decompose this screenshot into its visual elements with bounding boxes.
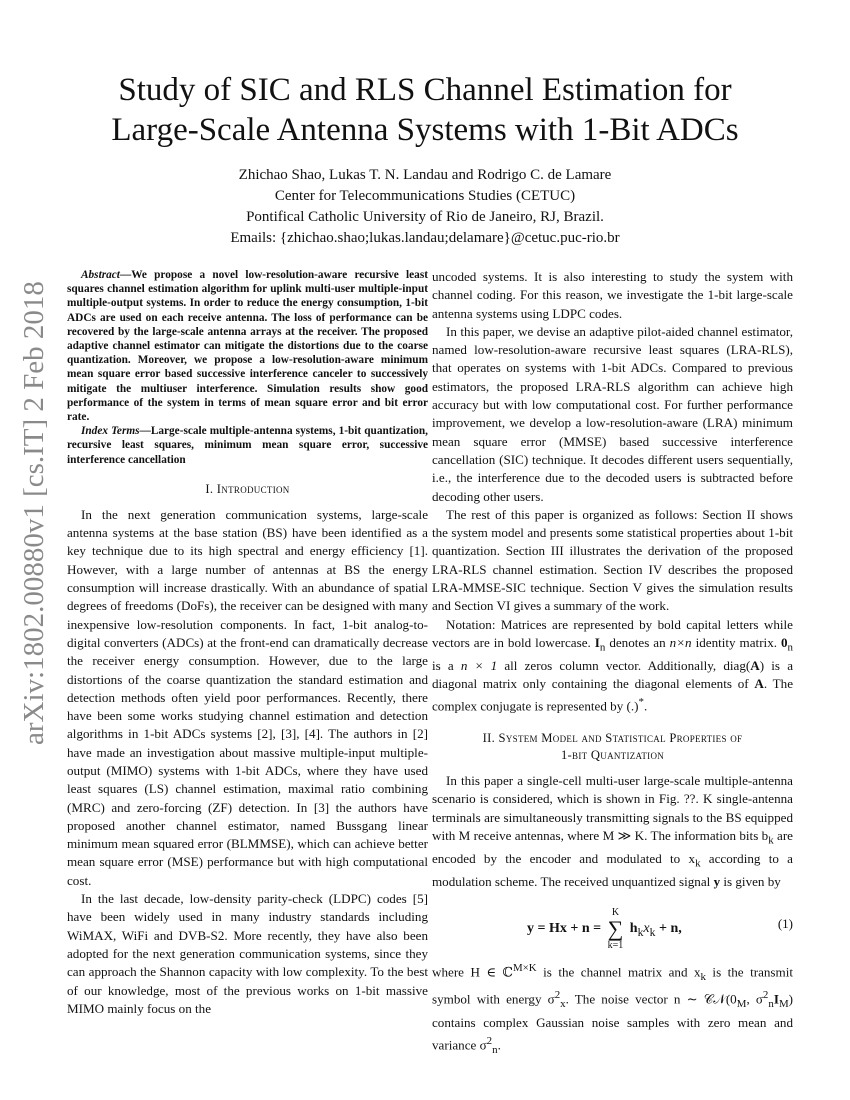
intro-paragraph-2: In the last decade, low-density parity-check (LDPC) codes [5] have been widely used in many industry standards including WiMAX, WiFi and DVB-S2. More recently, they have also been adopted for the next generation communication systems, since they can approach the Shannon capacity with low complexity. To the best of our knowledge, most of the previous works on 1-bit massive MIMO mainly focus on the (67, 891, 428, 1016)
eq-sub-k-1: k (637, 926, 644, 940)
np-sup-mk: M×K (512, 962, 537, 975)
right-paragraph-3: The rest of this paper is organized as follows: Section II shows the system model and presents some statistical properties about 1-bit quantization. Section III illustrates the derivation of the proposed LRA-RLS channel estimation. Section IV describes the proposed LRA-MMSE-SIC technique. Section V gives the simulation results and Section VI gives a summary of the work. (432, 506, 793, 614)
np-text-2: is the channel matrix and x (536, 964, 701, 980)
section-1-title: Introduction (216, 481, 290, 496)
equation-1 (432, 897, 793, 953)
affiliation-university: Pontifical Catholic University of Rio de Janeiro, RJ, Brazil. (246, 209, 604, 225)
identity-symbol: I (594, 634, 600, 650)
notation-text-7: . The complex conjugate is represented by (.) (432, 676, 794, 714)
conjugate-sup: * (638, 696, 644, 709)
paper-title (60, 70, 790, 150)
sm-text-4: is given by (720, 873, 781, 889)
np-sub-n1: n (768, 998, 774, 1011)
np-text-1: where H ∈ ℂ (432, 964, 513, 980)
np-sub-m2: M (778, 998, 789, 1011)
np-text-4: . The noise vector n ∼ 𝒞𝒩(0 (565, 991, 737, 1007)
title-line-1: Study of SIC and RLS Channel Estimation for (118, 72, 732, 108)
zeros-sub: n (787, 641, 793, 654)
affiliation-center: Center for Telecommunications Studies (CETUC) (274, 188, 576, 204)
notation-nxn: n×n (669, 634, 692, 650)
equation-h: h (629, 921, 638, 937)
right-column (432, 268, 793, 1059)
index-terms-label: Index Terms (81, 425, 140, 438)
notation-text-6: ) is a diagonal matrix only containing the diagonal elements of (432, 657, 794, 692)
np-sub-x: x (560, 998, 566, 1011)
index-terms (67, 424, 428, 467)
equation-lhs: y = Hx + n = (527, 921, 602, 937)
equation-end: + n, (655, 921, 682, 937)
eq-sub-k-2: k (649, 926, 656, 940)
notation-paragraph: Notation: Matrices are represented by bold capital letters while vectors are in bold lowercase. $I_n$ denotes an n×n identity matrix. $0_n$ is a n × 1 all zeros column vector. Additionally, diag(A) is a diagonal matrix only containing the diagonal elements of A. The complex conjugate is represented by (.)*. (432, 616, 794, 714)
notation-text-2: denotes an (605, 634, 670, 650)
np-identity: I (773, 991, 779, 1007)
np-sup-2a: 2 (554, 989, 561, 1002)
sm-sub-k-2: k (695, 857, 701, 870)
np-sub-n2: n (492, 1043, 498, 1056)
author-emails: Emails: {zhichao.shao;lukas.landau;delamare}@cetuc.puc-rio.br (230, 230, 620, 246)
np-sub-k: k (700, 971, 706, 984)
noise-paragraph (432, 959, 793, 1059)
np-text-3: is the transmit symbol with energy σ (432, 964, 793, 1007)
notation-text-3: identity matrix. (691, 634, 781, 650)
section-2-heading (432, 730, 793, 764)
arxiv-side-stamp (10, 281, 50, 760)
np-sub-m1: M (736, 998, 747, 1011)
equation-number: (1) (777, 916, 793, 932)
abstract-label: Abstract (81, 269, 120, 281)
section-1-heading (67, 481, 428, 498)
sum-lower-limit: k=1 (607, 940, 624, 952)
notation-nx1: n × 1 (460, 657, 498, 673)
sigma-symbol: ∑ (607, 916, 624, 942)
sm-text-2: are encoded by the encoder and modulated to x (432, 827, 793, 866)
system-model-paragraph (432, 772, 793, 891)
right-paragraph-2: In this paper, we devise an adaptive pilot-aided channel estimator, named low-resolution-aware recursive least squares (LRA-RLS), that operates on systems with 1-bit ADCs. Compared to previous estimators, the proposed LRA-RLS algorithm can achieve high accuracy but with low computational cost. For further performance improvement, we develop a low-resolution-aware (LRA) minimum mean square error (MMSE) based successive interference cancellation (SIC) technique. It decodes different users sequentially, i.e., the interference due to the decoded users is subtracted before decoding other users. (432, 323, 793, 504)
matrix-a-2: A (754, 676, 764, 692)
author-block (100, 165, 750, 249)
intro-paragraph-1: In the next generation communication systems, large-scale antenna systems at the base station (BS) have been identified as a key technique due to its high spectral and energy efficiency [1]. However, with a large number of antennas at BS the energy consumption will increase drastically. With an abundance of spatial degrees of freedoms (DoFs), the receiver can be designed with many inexpensive low-resolution components. In fact, 1-bit analog-to-digital converters (ADCs) at the front-end can dramatically decrease the receiver energy consumption. However, due to the large distortions of the coarse quantization the standard estimation and detection methods often yield poor performances. Recently, there have been some works studying channel estimation and detection algorithms in 1-bit ADCs systems [2], [3], [4]. The authors in [2] have made an investigation about massive multiple-input multiple-output (MIMO) systems with 1-bit ADCs, where they have used least squares (LS) channel estimation, maximal ratio combining (MRC) and zero-forcing (ZF) detection. In [3] the authors have proposed another channel estimator, named Bussgang linear minimum mean squared error (BLMMSE), which can achieve better mean square error (MSE) performance but with high computational cost. (67, 506, 428, 888)
section-2-title-line-2: 1-bit Quantization (560, 748, 665, 763)
sm-text-3: according to a modulation scheme. The received unquantized signal (432, 850, 793, 889)
abstract (67, 268, 428, 424)
right-paragraph-1: uncoded systems. It is also interesting to study the system with channel coding. For this reason, we investigate the 1-bit large-scale antenna systems using LDPC codes. (432, 269, 793, 321)
summation (608, 907, 624, 951)
np-sup-2c: 2 (486, 1034, 493, 1047)
notation-text-4: is a (432, 657, 461, 673)
notation-text-5: all zeros column vector. Additionally, diag( (497, 657, 751, 673)
author-names: Zhichao Shao, Lukas T. N. Landau and Rodrigo C. de Lamare (238, 167, 612, 183)
sm-sub-k-1: k (768, 834, 774, 847)
np-text-6: ) contains complex Gaussian noise samples with zero mean and variance σ (432, 991, 794, 1053)
title-line-2: Large-Scale Antenna Systems with 1-Bit ADCs (111, 112, 739, 148)
identity-sub: n (599, 641, 606, 654)
section-2-title-line-1: System Model and Statistical Properties of (498, 731, 743, 746)
left-column (67, 268, 428, 1018)
notation-text-1: Notation: Matrices are represented by bold capital letters while vectors are in bold lowercase. (432, 616, 793, 650)
sum-upper-limit: K (611, 907, 620, 919)
sm-y-symbol: y (713, 873, 721, 889)
sm-text-1: In this paper a single-cell multi-user large-scale multiple-antenna scenario is considered, which is shown in Fig. ??. K single-antenna terminals are simultaneously transmitting signals to the BS equipped with M receive antennas, where M ≫ K. The information bits b (432, 773, 793, 843)
matrix-a-1: A (750, 657, 760, 673)
np-text-7: . (497, 1037, 501, 1053)
section-1-number: I. (205, 481, 214, 496)
arxiv-stamp-text: arXiv:1802.00880v1 [cs.IT] 2 Feb 2018 (18, 281, 50, 745)
section-2-number: II. (482, 731, 496, 746)
abstract-text: —We propose a novel low-resolution-aware recursive least squares channel estimation algorithm for uplink multi-user multiple-input multiple-output systems. In order to reduce the energy consumption, 1-bit ADCs are used on each receive antenna. The loss of performance can be recovered by the large-scale antenna arrays at the receiver. The proposed adaptive channel estimator can mitigate the distortions due to the coarse quantization. Moreover, we propose a low-resolution-aware minimum mean square error based successive interference canceler to successively mitigate the multiuser interference. Simulation results show good performance of the system in terms of mean square error and bit error rate. (67, 269, 428, 424)
index-terms-text: —Large-scale multiple-antenna systems, 1-bit quantization, recursive least squares, minimum mean square error, successive interference cancellation (67, 425, 428, 466)
np-text-5: , σ (746, 991, 763, 1007)
equation-x: x (643, 921, 650, 937)
np-sup-2b: 2 (762, 989, 769, 1002)
zeros-symbol: 0 (781, 634, 788, 650)
equation-1-body (527, 907, 682, 951)
